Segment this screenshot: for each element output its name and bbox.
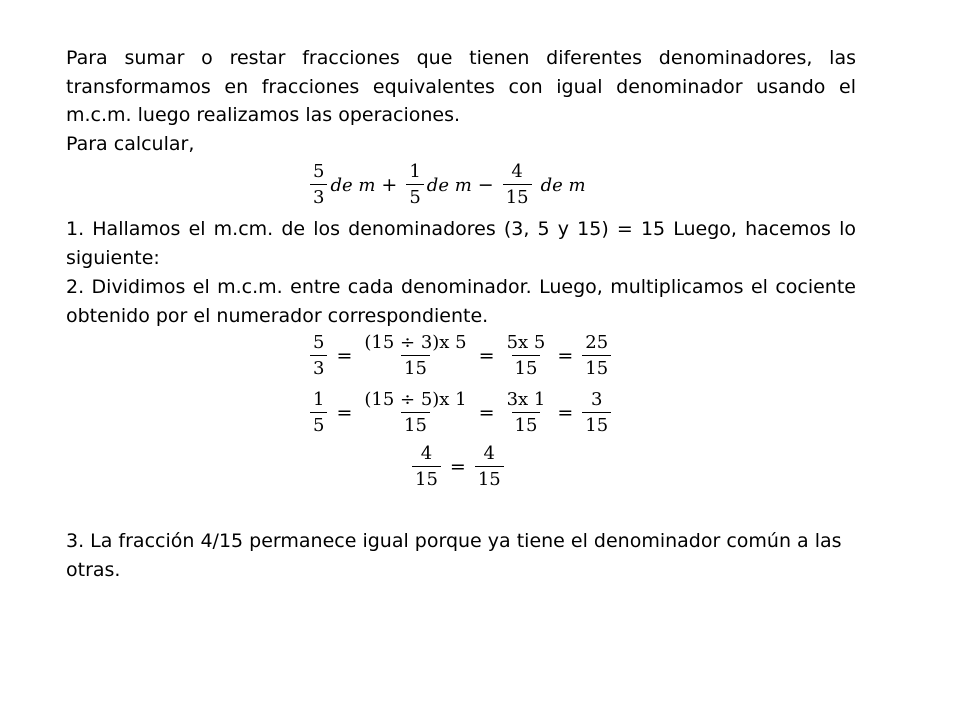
equation-3: $\frac{4}{15}$ = $\frac{4}{15}$ — [409, 444, 507, 490]
fraction-5-3: $\frac{5}{3}$ — [310, 162, 327, 208]
de-m-text: de m — [426, 174, 472, 196]
equals-sign: = — [336, 345, 353, 367]
equals-sign: = — [478, 402, 495, 424]
equals-sign: = — [336, 402, 353, 424]
intro-paragraph: Para sumar o restar fracciones que tienen diferentes denominadores, las transformamos en fracciones equivalentes con igual denominador usando el m.c.m. luego realizamos las operaciones. — [66, 47, 856, 126]
de-m-text: de m — [330, 174, 376, 196]
minus-sign: − — [477, 174, 494, 196]
step-3-paragraph: 3. La fracción 4/15 permanece igual porque ya tiene el denominador común a las otras. — [66, 530, 842, 581]
equals-sign: = — [478, 345, 495, 367]
plus-sign: + — [381, 174, 398, 196]
equation-2: $\frac{1}{5}$ = $\frac{(15 \div 5)x 1}{15}$ = $\frac{3x 1}{15}$ = $\frac{3}{15}$ — [307, 390, 614, 436]
equals-sign: = — [557, 402, 574, 424]
step-1-paragraph: 1. Hallamos el m.cm. de los denominadores (3, 5 y 15) = 15 Luego, hacemos lo siguiente: — [66, 218, 856, 269]
de-m-text: de m — [540, 174, 586, 196]
para-calcular-label: Para calcular, — [66, 133, 195, 155]
fraction-1-5: $\frac{1}{5}$ — [406, 162, 423, 208]
step-2-paragraph: 2. Dividimos el m.c.m. entre cada denominador. Luego, multiplicamos el cociente obtenido por el numerador correspondiente. — [66, 276, 856, 327]
equals-sign: = — [449, 456, 466, 478]
equation-1: $\frac{5}{3}$ = $\frac{(15 \div 3)x 5}{15}$ = $\frac{5x 5}{15}$ = $\frac{25}{15}$ — [307, 333, 614, 379]
equals-sign: = — [557, 345, 574, 367]
fraction-4-15: $\frac{4}{15}$ — [503, 162, 532, 208]
main-expression — [307, 162, 586, 208]
